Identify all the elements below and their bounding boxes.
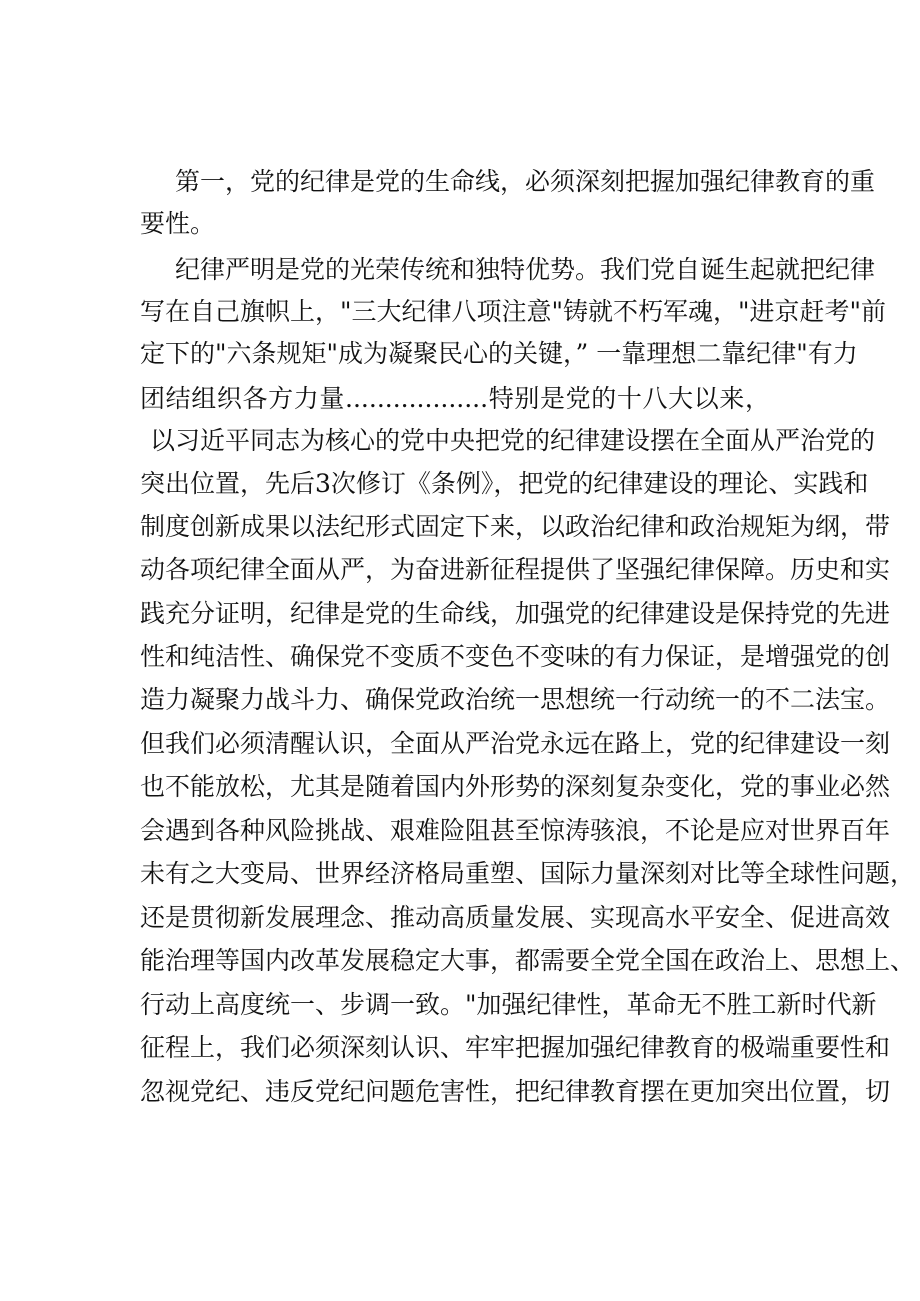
paragraph-2-line-7: 制度创新成果以法纪形式固定下来，以政治纪律和政治规矩为纲，带	[140, 512, 891, 541]
paragraph-2-line-14: 会遇到各种风险挑战、艰难险阻甚至惊涛骇浪，不论是应对世界百年	[140, 816, 891, 845]
paragraph-2-line-18: 行动上高度统一、步调一致。"加强纪律性，革命无不胜工新时代新	[140, 990, 877, 1019]
paragraph-2-line-19: 征程上，我们必须深刻认识、牢牢把握加强纪律教育的极端重要性和	[140, 1033, 891, 1062]
paragraph-2-line-12: 但我们必须清醒认识，全面从严治党永远在路上，党的纪律建设一刻	[140, 729, 891, 758]
paragraph-2-line-6: 突出位置，先后3次修订《条例》，把党的纪律建设的理论、实践和	[140, 469, 869, 498]
paragraph-1-line-2: 要性。	[140, 209, 216, 238]
paragraph-2-line-17: 能治理等国内改革发展稳定大事，都需要全党全国在政治上、思想上、	[140, 946, 916, 975]
paragraph-2-line-16: 还是贯彻新发展理念、推动高质量发展、实现高水平安全、促进高效	[140, 903, 891, 932]
paragraph-2-line-4: 团结组织各方力量..................特别是党的十八大以来，	[140, 384, 770, 413]
paragraph-2-line-3: 定下的"六条规矩"成为凝聚民心的关键，” 一靠理想二靠纪律"有力	[140, 339, 858, 368]
paragraph-2-line-10: 性和纯洁性、确保党不变质不变色不变味的有力保证，是增强党的创	[140, 642, 891, 671]
paragraph-1-line-1: 第一，党的纪律是党的生命线，必须深刻把握加强纪律教育的重	[175, 167, 876, 196]
paragraph-2-line-15: 未有之大变局、世界经济格局重塑、国际力量深刻对比等全球性问题，	[140, 859, 916, 888]
paragraph-2-line-13: 也不能放松，尤其是随着国内外形势的深刻复杂变化，党的事业必然	[140, 772, 891, 801]
paragraph-2-line-20: 忽视党纪、违反党纪问题危害性，把纪律教育摆在更加突出位置，切	[140, 1077, 891, 1106]
paragraph-2-line-9: 践充分证明，纪律是党的生命线，加强党的纪律建设是保持党的先进	[140, 599, 891, 628]
paragraph-2-line-2: 写在自己旗帜上，"三大纪律八项注意"铸就不朽军魂，"进京赶考"前	[140, 297, 886, 326]
paragraph-2-line-8: 动各项纪律全面从严，为奋进新征程提供了坚强纪律保障。历史和实	[140, 555, 891, 584]
paragraph-2-line-5: 以习近平同志为核心的党中央把党的纪律建设摆在全面从严治党的	[150, 426, 876, 455]
paragraph-2-line-1: 纪律严明是党的光荣传统和独特优势。我们党自诞生起就把纪律	[175, 255, 876, 284]
paragraph-2-line-11: 造力凝聚力战斗力、确保党政治统一思想统一行动统一的不二法宝。	[140, 685, 891, 714]
